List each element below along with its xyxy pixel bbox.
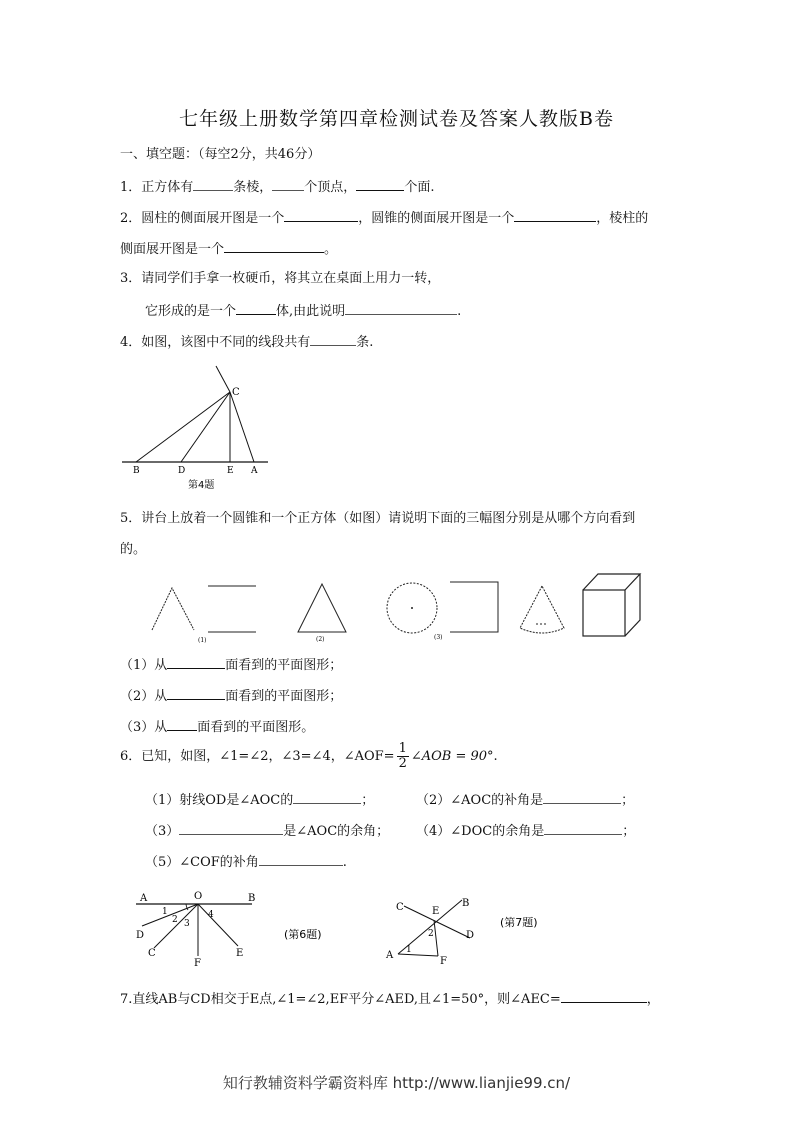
fig6-angle-3: 3 [184,919,190,929]
fig4-caption: 第4题 [188,480,215,491]
q2-text-e: 。 [324,242,338,257]
q6-p4-end: ； [622,824,636,839]
q6-part-1 [145,790,374,810]
question-3-line1: 3．请同学们手拿一枚硬币，将其立在桌面上用力一转， [120,271,441,286]
q6-blank-1[interactable] [293,790,361,804]
footer-watermark: 知行教辅资料学霸资料库 http://www.lianjie99.cn/ [222,1074,571,1092]
fig5-view1-cone [152,588,194,630]
figure-4 [118,362,278,494]
fig5-view3-square [450,582,498,632]
q1-blank-faces[interactable] [356,177,404,191]
fig5-label-2: (2) [316,636,325,643]
page-title: 七年级上册数学第四章检测试卷及答案人教版B卷 [179,108,614,130]
fig4-point-a: A [251,466,258,476]
q2-text-a: 2．圆柱的侧面展开图是一个 [120,211,285,226]
fig4-point-c: C [232,387,240,398]
fig6-point-a: A [140,893,148,904]
q3-text-c: 体,由此说明 [276,304,346,319]
fig6-angle-2: 2 [172,915,178,925]
q5-sub3-text-b: 面看到的平面图形。 [197,720,315,735]
fig5-view2-triangle [298,584,346,632]
q2-blank-prism[interactable] [224,239,324,253]
q6-p2-text: （2）∠AOC的补角是 [416,793,544,808]
q7-text-a: 7.直线AB与CD相交于E点,∠1=∠2,EF平分∠AED,且∠1=50°，则∠AEC= [120,992,561,1007]
q7-blank[interactable] [561,989,647,1003]
q6-blank-4[interactable] [544,821,622,835]
fig7-point-a: A [386,950,394,961]
q2-text-d: 侧面展开图是一个 [120,242,225,257]
fig4-point-e: E [227,466,234,476]
fig6-point-f: F [194,958,201,968]
question-2-line2 [120,239,337,259]
question-7 [120,989,660,1009]
fig7-point-f: F [440,956,447,967]
q6-blank-5[interactable] [259,852,343,866]
figure-6 [128,886,348,968]
fig4-point-d: D [178,466,186,476]
q6-part-2 [416,790,634,810]
fig6-ray-oc [154,904,198,948]
fig5-solid-cube-side [625,574,640,636]
fig7-point-d: D [466,930,475,941]
q6-p3-text: （3） [145,824,180,839]
q6-text-a: 6．已知，如图，∠1=∠2，∠3=∠4，∠AOF= [120,749,395,764]
question-5-sub1 [120,655,342,675]
q1-text-c: 个顶点， [304,180,357,195]
q2-blank-cone[interactable] [514,208,596,222]
fig4-point-b: B [133,466,140,476]
q5-sub3-text: （3）从 [120,720,168,735]
q6-fraction-denominator: 2 [398,756,407,771]
figure-7 [382,892,572,968]
fig5-solid-cone [520,586,564,633]
q6-p5-end: . [342,855,347,870]
figure-5 [140,572,660,644]
fig6-ray-oe [198,904,238,946]
q6-fraction [397,742,409,771]
q6-p1-end: ； [361,793,375,808]
fig6-angle-4: 4 [208,910,214,920]
q1-text-d: 个面. [404,180,435,195]
q4-text-a: 4．如图，该图中不同的线段共有 [120,335,311,350]
section-heading: 一、填空题：（每空2分，共46分） [120,147,321,162]
question-5-sub3 [120,717,314,737]
fig7-segment-af [398,954,438,956]
q7-text-b: ， [646,992,660,1007]
q6-p2-end: ； [621,793,635,808]
q6-p1-text: （1）射线OD是∠AOC的 [145,793,294,808]
q5-blank-1[interactable] [167,655,225,669]
fig7-point-e: E [432,906,440,917]
fig7-angle-1: 1 [406,945,412,955]
fig7-point-c: C [396,902,404,913]
q5-sub2-text: （2）从 [120,689,168,704]
fig5-label-1: (1) [198,637,207,644]
q2-text-b: ，圆锥的侧面展开图是一个 [358,211,515,226]
q5-sub1-text: （1）从 [120,658,168,673]
q6-text-c: . [493,749,498,764]
q3-text-d: . [457,304,462,319]
q5-sub1-text-b: 面看到的平面图形； [225,658,343,673]
q3-blank-solid[interactable] [236,301,276,315]
fig6-point-e: E [236,948,244,959]
q6-part-4 [416,821,635,841]
q6-part-3 [145,821,389,841]
q5-blank-3[interactable] [167,717,197,731]
q6-p4-text: （4）∠DOC的余角是 [416,824,545,839]
fig7-angle-2: 2 [428,929,434,939]
q6-blank-3[interactable] [179,821,283,835]
fig5-label-3: (3) [434,634,443,641]
q1-text-b: 条棱， [233,180,273,195]
q6-p3-text-b: 是∠AOC的余角； [283,824,390,839]
fig5-solid-cube-top [583,574,640,590]
fig6-angle-1: 1 [162,907,168,917]
q3-blank-explain[interactable] [345,301,457,315]
fig6-point-c: C [148,948,156,959]
fig7-caption: (第7题) [500,916,538,929]
question-6 [120,742,498,772]
q4-text-b: 条. [356,335,374,350]
q3-text-b: 它形成的是一个 [145,304,237,319]
q6-part-5 [145,852,347,872]
fig5-solid-cube-front [583,590,625,636]
question-3-line2 [145,301,461,321]
question-1 [120,177,434,197]
q6-p5-text: （5）∠COF的补角 [145,855,259,870]
fig6-point-o: O [194,891,203,902]
q1-blank-vertices[interactable] [272,177,304,191]
fig6-point-d: D [136,930,145,941]
q4-blank-count[interactable] [310,332,356,346]
question-5-line1: 5．讲台上放着一个圆锥和一个正方体（如图）请说明下面的三幅图分别是从哪个方向看到 [120,511,636,526]
q6-fraction-numerator: 1 [398,741,407,756]
fig6-caption: (第6题) [284,928,322,941]
fig5-view3-center [411,607,413,609]
q5-blank-2[interactable] [167,686,225,700]
question-5-line2: 的。 [120,542,147,557]
q2-text-c: ，棱柱的 [596,211,649,226]
fig6-point-b: B [248,893,256,904]
question-2-line1 [120,208,648,228]
q6-blank-2[interactable] [543,790,621,804]
fig7-ray-ef [434,920,438,956]
q5-sub2-text-b: 面看到的平面图形； [225,689,343,704]
fig7-point-b: B [462,898,470,909]
q2-blank-cylinder[interactable] [284,208,358,222]
q1-text-a: 1．正方体有 [120,180,194,195]
q6-text-b: ∠AOB = 90° [410,749,494,764]
question-4 [120,332,373,352]
q1-blank-edges[interactable] [193,177,233,191]
question-5-sub2 [120,686,342,706]
